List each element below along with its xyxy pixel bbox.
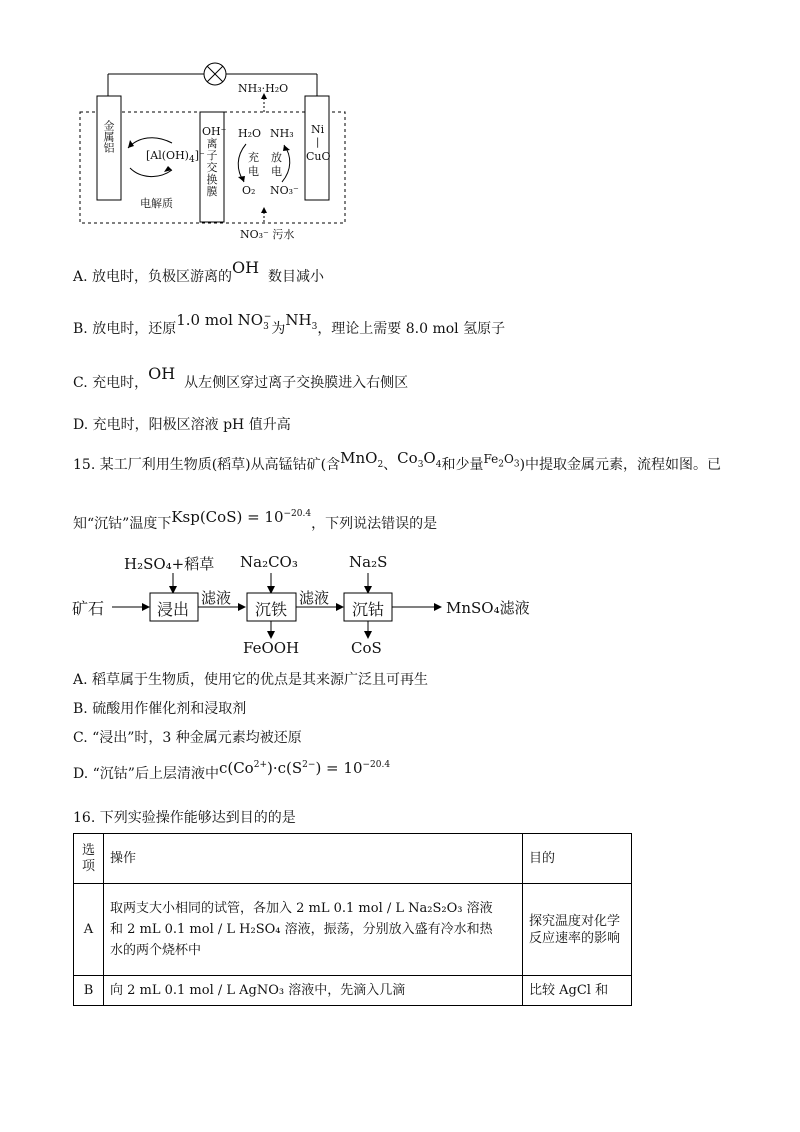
flowchart — [0, 548, 800, 660]
ni-label: Ni — [311, 123, 325, 136]
q16-stem: 16. 下列实验操作能够达到目的的是 — [73, 810, 296, 826]
q14-option-b: B. 放电时，还原1.0 mol $NO_3^-$为$NH_3$，理论上需要 8.0 mol 氢原子 — [73, 311, 506, 337]
q15-option-a: A. 稻草属于生物质，使用它的优点是其来源广泛且可再生 — [73, 672, 429, 688]
membrane-label: OH⁻ 离 子 交 换 膜 — [202, 125, 227, 198]
q15-stem-line2: 知“沉钴”温度下$Ksp(CoS) = 10^{-20.4}$，下列说法错误的是 — [73, 508, 438, 532]
table-row — [74, 976, 632, 1006]
header-operation: 操作 — [104, 834, 523, 884]
flow-leach: 浸出 — [157, 600, 190, 619]
flow-iron: 沉铁 — [255, 600, 288, 619]
header-purpose: 目的 — [523, 834, 632, 884]
cuo-label: CuO — [306, 150, 331, 163]
flow-final: MnSO₄滤液 — [446, 599, 530, 617]
flow-cobalt: 沉钴 — [352, 600, 385, 619]
flow-ppt-2: CoS — [351, 639, 382, 657]
flow-reagent-2: Na₂CO₃ — [240, 553, 298, 571]
q15-option-d: D. “沉钴”后上层清液中$c(Co^{2+})\cdot c(S^{2-}) = 10^{-20.4}$ — [73, 759, 391, 782]
q15-stem-line1: 15. 某工厂利用生物质(稻草)从高锰钴矿(含MnO$_2$、$Co_3O_4$和少量$Fe_2O_3$)中提取金属元素，流程如图。已 — [73, 449, 722, 473]
o2-label: O₂ — [242, 184, 256, 197]
complex-ion-label: $[Al(OH)_4]^-$ — [146, 149, 205, 166]
q14-option-c: C. 充电时，OH 从左侧区穿过离子交换膜进入右侧区 — [73, 364, 409, 391]
row-b-label: B — [74, 976, 104, 1006]
q15-option-c: C. “浸出”时，3 种金属元素均被还原 — [73, 730, 302, 746]
flow-filtrate-2: 滤液 — [299, 589, 330, 607]
charge-label: 充 电 — [248, 151, 259, 178]
row-a-operation: 取两支大小相同的试管，各加入 2 mL 0.1 mol / L Na₂S₂O₃ 溶液 和 2 mL 0.1 mol / L H₂SO₄ 溶液，振荡，分别放入盛有冷水和热 水的两个烧杯中 — [104, 884, 523, 976]
row-b-operation: 向 2 mL 0.1 mol / L AgNO₃ 溶液中，先滴入几滴 — [104, 976, 523, 1006]
q15-option-b: B. 硫酸用作催化剂和浸取剂 — [73, 701, 247, 717]
ni-cuo-divider: | — [316, 137, 320, 148]
table-row — [74, 884, 632, 976]
left-electrode-label: 金属铝 — [102, 120, 115, 153]
electrolyte-label: 电解质 — [140, 197, 173, 210]
experiment-table — [73, 833, 632, 1006]
table-header-row — [74, 834, 632, 884]
flow-reagent-3: Na₂S — [349, 553, 388, 571]
q14-option-a: A. 放电时，负极区游离的OH 数目减小 — [73, 258, 324, 285]
row-a-purpose: 探究温度对化学反应速率的影响 — [523, 884, 632, 976]
inlet-label: NO₃⁻ 污水 — [240, 228, 295, 241]
flow-reagent-1: H₂SO₄+稻草 — [124, 555, 215, 573]
h2o-label: H₂O — [238, 127, 262, 140]
flow-ppt-1: FeOOH — [243, 639, 300, 657]
header-option: 选项 — [74, 834, 104, 884]
row-b-purpose: 比较 AgCl 和 — [523, 976, 632, 1006]
battery-diagram — [0, 0, 800, 245]
flow-ore: 矿石 — [72, 599, 105, 618]
nh3-label: NH₃ — [270, 127, 294, 140]
ni-cuo-electrode — [305, 96, 329, 200]
discharge-label: 放 电 — [271, 151, 282, 178]
row-a-label: A — [74, 884, 104, 976]
flow-filtrate-1: 滤液 — [201, 589, 232, 607]
lamp-icon — [204, 63, 226, 85]
q14-option-d: D. 充电时，阳极区溶液 pH 值升高 — [73, 417, 291, 433]
no3-label: NO₃⁻ — [270, 184, 299, 197]
product-label: NH₃·H₂O — [238, 82, 289, 95]
